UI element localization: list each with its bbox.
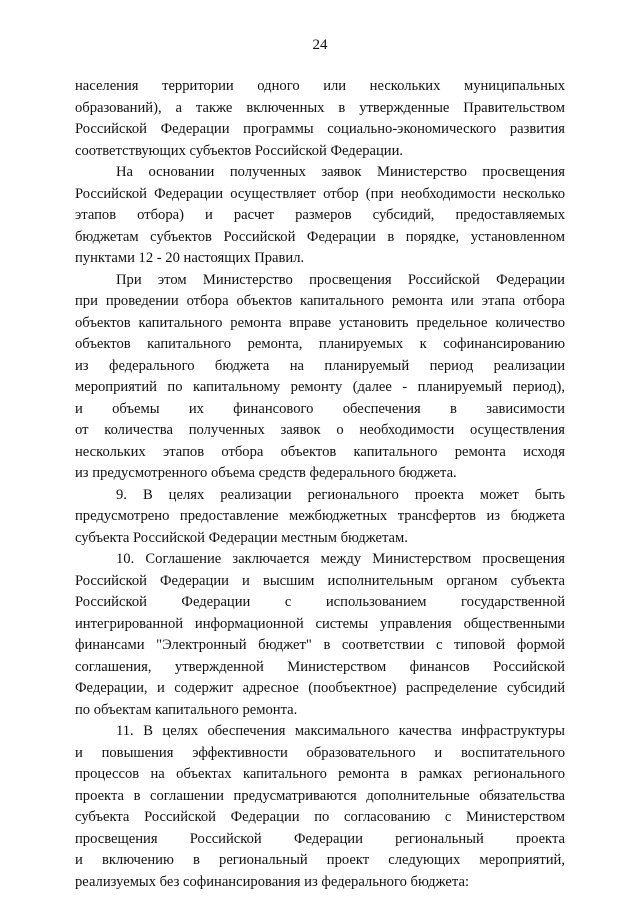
- text-line: 11. В целях обеспечения максимального качества инфраструктуры: [116, 723, 565, 739]
- text-line: проекта в соглашении предусматриваются дополнительные обязательства: [75, 787, 565, 804]
- text-line: нескольких этапов отбора объектов капитального ремонта исходя: [75, 443, 565, 460]
- text-line: мероприятий по капитальному ремонту (далее - планируемый период),: [75, 379, 565, 395]
- text-line: Российской Федерации и высшим исполнительным органом субъекта: [75, 572, 565, 589]
- text-line: и повышения эффективности образовательного и воспитательного: [75, 744, 565, 761]
- text-line: объектов капитального ремонта, планируемых к софинансированию: [75, 336, 565, 352]
- text-line: этапов отбора) и расчет размеров субсидий, предоставляемых: [75, 207, 565, 223]
- text-line: населения территории одного или нескольких муниципальных: [75, 78, 565, 94]
- text-line: процессов на объектах капитального ремонта в рамках регионального: [75, 766, 565, 782]
- text-line: объектов капитального ремонта вправе установить предельное количество: [75, 314, 565, 331]
- text-line: предусмотрено предоставление межбюджетных трансфертов из бюджета: [75, 508, 565, 524]
- text-line: Федерации, и содержит адресное (пообъектное) распределение субсидий: [75, 680, 565, 696]
- text-line: по объектам капитального ремонта.: [75, 701, 298, 718]
- text-line: Российской Федерации осуществляет отбор (при необходимости несколько: [75, 185, 565, 202]
- text-line: финансами "Электронный бюджет" в соответствии с типовой формой: [75, 637, 565, 653]
- text-line: субъекта Российской Федерации по согласованию с Министерством: [75, 809, 565, 825]
- text-line: При этом Министерство просвещения Российской Федерации: [116, 271, 565, 288]
- document-body: [75, 76, 565, 893]
- text-line: из предусмотренного объема средств федерального бюджета.: [75, 465, 457, 481]
- text-line: реализуемых без софинансирования из федерального бюджета:: [75, 873, 470, 890]
- text-line: образований), а также включенных в утвержденные Правительством: [75, 99, 565, 116]
- text-line: интегрированной информационной системы управления общественными: [75, 615, 565, 632]
- text-line: 10. Соглашение заключается между Министерством просвещения: [116, 551, 565, 567]
- text-line: пунктами 12 - 20 настоящих Правил.: [75, 250, 305, 266]
- text-line: просвещения Российской Федерации региональный проекта: [75, 830, 565, 847]
- text-line: из федерального бюджета на планируемый период реализации: [75, 357, 565, 374]
- text-line: соответствующих субъектов Российской Федерации.: [75, 142, 404, 159]
- text-line: Российской Федерации программы социально-экономического развития: [75, 121, 565, 137]
- text-line: при проведении отбора объектов капитального ремонта или этапа отбора: [75, 293, 565, 309]
- text-line: соглашения, утвержденной Министерством финансов Российской: [75, 658, 565, 675]
- text-line: от количества полученных заявок о необходимости осуществления: [75, 422, 565, 438]
- text-line: 9. В целях реализации регионального проекта может быть: [116, 486, 565, 503]
- text-line: и включению в региональный проект следующих мероприятий,: [75, 852, 565, 868]
- text-line: и объемы их финансового обеспечения в зависимости: [75, 400, 565, 417]
- text-line: субъекта Российской Федерации местным бюджетам.: [75, 529, 408, 546]
- text-line: Российской Федерации с использованием государственной: [75, 594, 565, 610]
- text-line: На основании полученных заявок Министерство просвещения: [116, 164, 565, 180]
- page-number: 24: [312, 37, 328, 53]
- text-line: бюджетам субъектов Российской Федерации в порядке, установленном: [75, 228, 565, 245]
